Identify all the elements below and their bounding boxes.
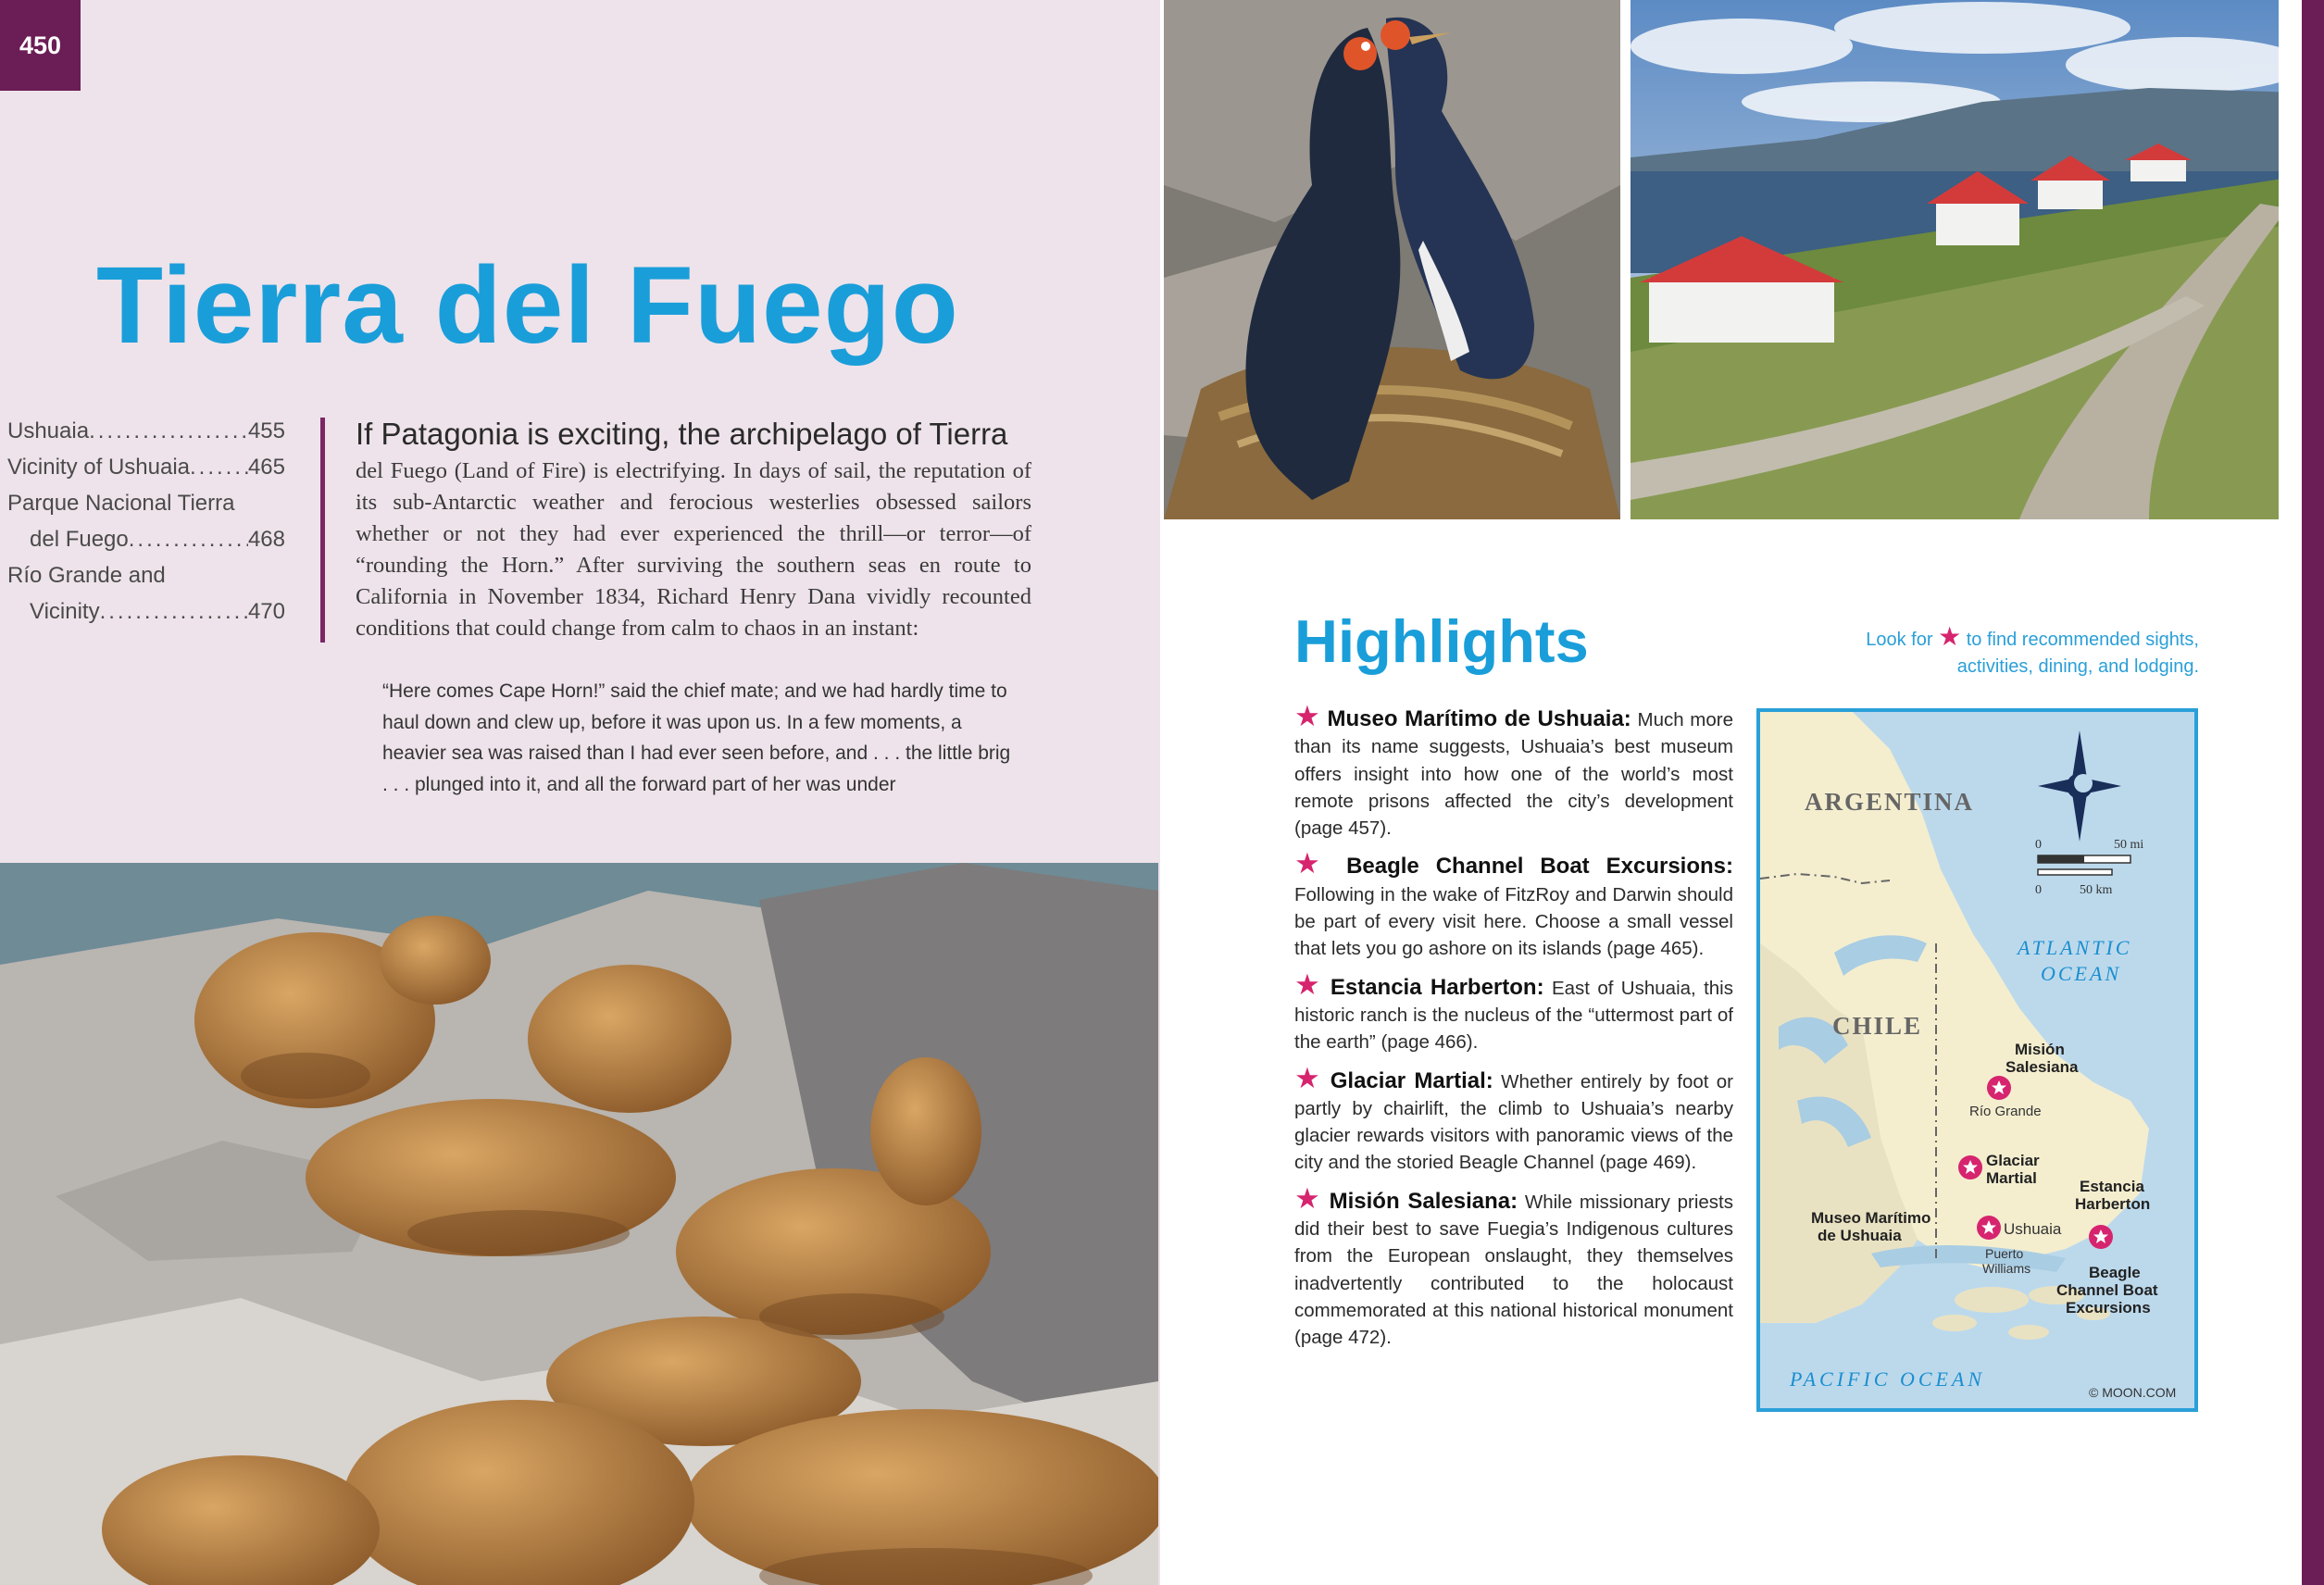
toc-entry-parque-nacional-cont[interactable] [7, 521, 285, 557]
highlight-text: Whether entirely by foot or partly by chairlift, the climb to Ushuaia’s nearby glacier rewards visitors with panoramic views of the city and the storied Beagle Channel (page 469). [1294, 1070, 1734, 1174]
toc-label: Vicinity of Ushuaia [7, 455, 190, 480]
map-label-excursions: Excursions [2066, 1299, 2151, 1317]
recommended-note [1815, 623, 2199, 680]
page-number: 450 [0, 0, 81, 91]
star-icon: ★ [1294, 700, 1321, 732]
scale-zero-mi: 0 [2035, 838, 2042, 852]
toc-page: 455 [247, 418, 285, 443]
star-icon: ★ [1294, 967, 1323, 1001]
map-star-mision[interactable] [1987, 1076, 2011, 1100]
map-label-de-ushuaia: de Ushuaia [1818, 1227, 1902, 1244]
map-label-estancia: Estancia [2080, 1178, 2144, 1195]
map-svg [1760, 712, 2194, 1408]
toc-divider [320, 418, 325, 643]
toc-entry-parque-nacional[interactable] [7, 485, 285, 521]
chapter-title: Tierra del Fuego [96, 244, 959, 367]
map-label-martial: Martial [1986, 1169, 2037, 1187]
map-label-harberton: Harberton [2075, 1195, 2151, 1213]
scale-zero-km: 0 [2035, 883, 2042, 897]
toc-page: 470 [247, 599, 285, 624]
star-icon: ★ [1294, 847, 1331, 880]
highlight-name: Beagle Channel Boat Excursions: [1346, 854, 1733, 880]
highlights-title: Highlights [1294, 607, 1589, 675]
highlight-text: Following in the wake of FitzRoy and Darwin should be part of every visit here. Choose a small vessel that lets you go ashore on its islands (page 465). [1294, 883, 1733, 960]
estancia-photo [1631, 0, 2301, 519]
table-of-contents [7, 413, 285, 630]
scale-km-label: 50 km [2080, 883, 2113, 897]
highlight-name: Estancia Harberton: [1330, 974, 1544, 1000]
star-icon: ★ [1294, 1181, 1322, 1215]
highlight-text: Much more than its name suggests, Ushuaia’s best museum offers insight into how one of the world’s most remote prisons affected the city’s development (page 457). [1294, 709, 1734, 840]
intro-paragraph [356, 413, 1031, 644]
block-quote: “Here comes Cape Horn!” said the chief mate; and we had hardly time to haul down and clew up, before it was upon us. In a few moments, a heavier sea was raised than I had ever seen before, and . . . the little brig . . . plunged into it, and all the forward part of her was under [382, 680, 1011, 795]
toc-label-cont: del Fuego [30, 527, 129, 552]
toc-entry-rio-grande[interactable] [7, 557, 285, 593]
toc-label-cont: Vicinity [30, 599, 100, 624]
toc-label: Ushuaia [7, 418, 90, 443]
highlight-estancia-harberton [1294, 967, 1733, 1056]
intro-body: del Fuego (Land of Fire) is electrifying. In days of sail, the reputation of its sub-Antarctic weather and ferocious westerlies obsessed sailors whether or not they had ever experienced the thrill—or terror—of “rounding the Horn.” After surviving the southern seas en route to California in November 1834, Richard Henry Dana vividly recounted conditions that could change from calm to chaos in an instant: [356, 458, 1031, 641]
recommended-note-post: to find recommended sights, activities, dining, and lodging. [1956, 630, 2199, 677]
cormorants-illustration [1164, 0, 1620, 519]
page-edge-bar [2302, 0, 2324, 1585]
highlight-text: East of Ushuaia, this historic ranch is the nucleus of the “uttermost part of the earth” (page 466). [1294, 977, 1733, 1054]
highlight-name: Glaciar Martial: [1330, 1067, 1493, 1093]
map-star-glaciar[interactable] [1958, 1155, 1982, 1179]
map-label-beagle: Beagle [2089, 1264, 2141, 1281]
map-label-chile: CHILE [1832, 1012, 1923, 1040]
map-label-ushuaia: Ushuaia [2004, 1220, 2062, 1238]
toc-page: 465 [247, 455, 285, 480]
map-label-atlantic: ATLANTIC [2018, 936, 2132, 959]
map-label-salesiana: Salesiana [2005, 1058, 2079, 1076]
toc-entry-ushuaia[interactable] [7, 413, 285, 449]
toc-leader-dots [100, 593, 248, 630]
toc-page: 468 [247, 527, 285, 552]
estancia-illustration [1631, 0, 2301, 519]
map-star-beagle[interactable] [2089, 1225, 2113, 1249]
star-icon: ★ [1938, 622, 1962, 651]
recommended-note-pre: Look for [1866, 630, 1933, 650]
toc-entry-rio-grande-cont[interactable] [7, 593, 285, 630]
highlight-glaciar-martial [1294, 1061, 1734, 1177]
highlight-mision-salesiana [1294, 1181, 1733, 1352]
highlight-name: Museo Marítimo de Ushuaia: [1327, 706, 1631, 731]
sea-lions-photo [0, 863, 1158, 1585]
highlight-text: While missionary priests did their best to save Fuegia’s Indigenous cultures from the European onslaught, they themselves inadvertently contributed to the holocaust commemorated at this national historical monument (page 472). [1294, 1191, 1733, 1349]
highlights-list [1294, 700, 1734, 1363]
toc-label: Parque Nacional Tierra [7, 491, 235, 516]
map-label-channel-boat: Channel Boat [2056, 1281, 2158, 1299]
map-label-ocean: OCEAN [2041, 962, 2122, 985]
left-page [0, 0, 1160, 1585]
map-copyright: © MOON.COM [2089, 1385, 2177, 1400]
map-label-glaciar: Glaciar [1986, 1152, 2040, 1169]
map-label-museo: Museo Marítimo [1811, 1209, 1931, 1227]
map-label-pacific: PACIFIC OCEAN [1790, 1367, 1986, 1391]
scale-mi-label: 50 mi [2114, 838, 2144, 852]
map-label-mision: Misión [2015, 1041, 2065, 1058]
star-icon: ★ [1294, 1061, 1323, 1094]
cormorants-photo [1164, 0, 1620, 519]
map-label-rio-grande: Río Grande [1969, 1104, 2042, 1119]
highlight-museo-maritimo [1294, 700, 1734, 842]
sea-lions-illustration [0, 863, 1158, 1585]
map-label-puerto: Puerto [1985, 1246, 2024, 1261]
highlight-beagle-channel [1294, 847, 1733, 962]
toc-leader-dots [89, 413, 248, 449]
toc-label: Río Grande and [7, 563, 166, 588]
toc-entry-vicinity-of-ushuaia[interactable] [7, 449, 285, 485]
map-star-museo[interactable] [1977, 1216, 2001, 1240]
highlights-map [1756, 708, 2198, 1412]
intro-lead: If Patagonia is exciting, the archipelago of Tierra [356, 417, 1008, 451]
toc-leader-dots [190, 449, 248, 485]
map-label-williams: Williams [1982, 1261, 2031, 1276]
toc-leader-dots [129, 521, 248, 557]
map-label-argentina: ARGENTINA [1805, 788, 1975, 816]
highlight-name: Misión Salesiana: [1329, 1188, 1518, 1214]
